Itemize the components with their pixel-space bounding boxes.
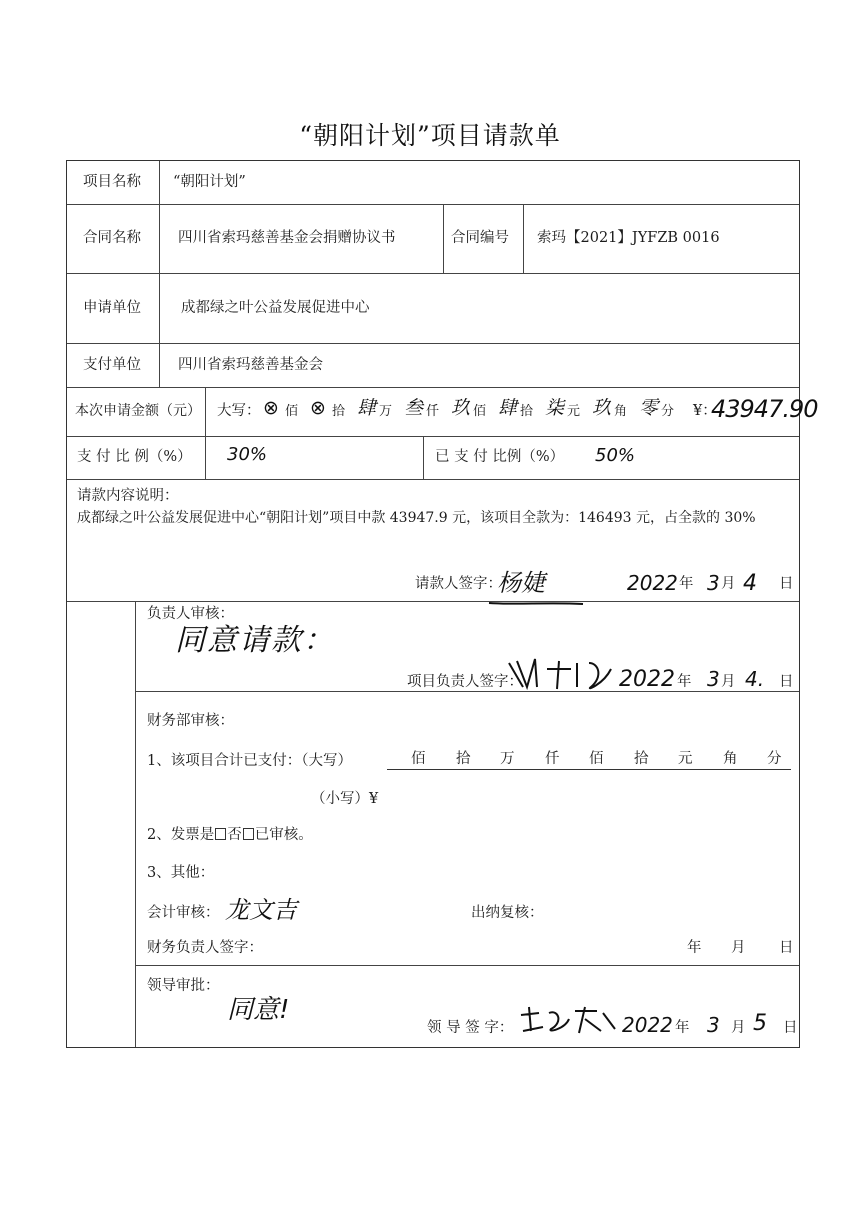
requester-sign-label: 请款人签字：	[415, 576, 502, 592]
finance-unit-4: 佰	[589, 751, 604, 767]
finance-paid-underline	[387, 769, 791, 770]
cashier-label: 出纳复核：	[471, 905, 544, 921]
director-sign-label: 领 导 签 字：	[427, 1020, 514, 1036]
accountant-label: 会计审核：	[147, 905, 220, 921]
invoice-yes-checkbox[interactable]	[215, 828, 226, 840]
finance-month-label: 月	[731, 940, 746, 956]
page-title: “朝阳计划”项目请款单	[299, 121, 561, 150]
amount-unit-5: 拾	[520, 404, 534, 419]
finance-unit-5: 拾	[634, 751, 649, 767]
leader-sign-label: 项目负责人签字：	[407, 674, 523, 690]
amount-digit-0: ⊗	[263, 397, 279, 419]
requester-month: 3	[707, 571, 720, 595]
applicant-label: 申请单位	[83, 300, 141, 316]
amount-digit-6: 柒	[545, 397, 565, 419]
director-year-label: 年	[675, 1020, 690, 1036]
finance-unit-2: 万	[500, 751, 515, 767]
requester-day-label: 日	[779, 576, 794, 592]
applicant-value: 成都绿之叶公益发展促进中心	[181, 300, 370, 316]
director-signature-image	[519, 1005, 619, 1039]
finance-year-label: 年	[687, 940, 702, 956]
amount-unit-1: 拾	[332, 404, 346, 419]
finance-item3-label: 3、其他：	[147, 865, 215, 881]
director-comment: 同意!	[227, 995, 290, 1025]
leader-year-label: 年	[677, 674, 692, 690]
paid-ratio-value-handwritten: 50%	[595, 445, 636, 466]
amount-digit-2: 肆	[357, 397, 377, 419]
contract-name-label: 合同名称	[83, 230, 141, 246]
amount-yen-label: ¥：	[693, 403, 717, 419]
leader-signature-image	[507, 657, 627, 697]
finance-head-sign-label: 财务负责人签字：	[147, 940, 263, 956]
amount-digit-4: 玖	[451, 397, 471, 419]
ratio-label: 支 付 比 例（%）	[77, 449, 192, 465]
finance-unit-7: 角	[723, 751, 738, 767]
accountant-signature: 龙文吉	[225, 896, 297, 924]
amount-unit-6: 元	[567, 404, 581, 419]
request-form	[66, 160, 818, 1048]
leader-year: 2022	[619, 667, 675, 692]
requester-year: 2022	[627, 571, 678, 595]
requester-day: 4	[743, 571, 757, 596]
amount-digit-8: 零	[639, 397, 659, 419]
finance-unit-3: 仟	[545, 751, 560, 767]
payer-label: 支付单位	[83, 357, 141, 373]
leader-month: 3	[707, 667, 720, 691]
finance-item2: 2、发票是 否 已审核。	[147, 827, 313, 843]
director-year: 2022	[622, 1013, 673, 1037]
project-name-value: “朝阳计划”	[173, 174, 246, 190]
description-label: 请款内容说明：	[77, 488, 179, 504]
finance-unit-6: 元	[678, 751, 693, 767]
leader-month-label: 月	[721, 674, 736, 690]
requester-month-label: 月	[721, 576, 736, 592]
finance-small-label: （小写）¥	[311, 791, 379, 807]
leader-review-comment: 同意请款：	[175, 623, 335, 658]
amount-digit-7: 玖	[592, 397, 612, 419]
payer-value: 四川省索玛慈善基金会	[178, 357, 323, 373]
contract-name-value: 四川省索玛慈善基金会捐赠协议书	[178, 230, 396, 246]
director-month: 3	[707, 1013, 720, 1037]
finance-unit-1: 拾	[456, 751, 471, 767]
amount-small-handwritten: 43947.90	[711, 395, 818, 423]
project-name-label: 项目名称	[83, 174, 141, 190]
leader-review-label: 负责人审核：	[147, 606, 234, 622]
paid-ratio-label: 已 支 付 比例（%）	[435, 449, 565, 465]
finance-unit-0: 佰	[411, 751, 426, 767]
amount-digit-3: 叁	[404, 397, 424, 419]
requester-signature: 杨婕	[497, 569, 545, 597]
director-day: 5	[753, 1011, 767, 1036]
requester-year-label: 年	[679, 576, 694, 592]
amount-unit-3: 仟	[426, 404, 440, 419]
amount-digit-1: ⊗	[310, 397, 326, 419]
ratio-value-handwritten: 30%	[227, 444, 268, 465]
invoice-no-checkbox[interactable]	[243, 828, 254, 840]
contract-number-value: 索玛【2021】JYFZB 0016	[537, 230, 720, 246]
amount-digit-5: 肆	[498, 397, 518, 419]
description-text: 成都绿之叶公益发展促进中心“朝阳计划”项目中款 43947.9 元，该项目全款为：146493 元，占全款的 30%	[77, 510, 756, 526]
finance-label: 财务部审核：	[147, 713, 234, 729]
leader-day-label: 日	[779, 674, 794, 690]
finance-day-label: 日	[779, 940, 794, 956]
director-day-label: 日	[783, 1020, 798, 1036]
amount-label: 本次申请金额（元）	[75, 403, 201, 419]
leader-day: 4.	[745, 667, 765, 691]
finance-item1-label: 1、该项目合计已支付：（大写）	[147, 753, 352, 769]
contract-number-label: 合同编号	[451, 230, 509, 246]
amount-unit-7: 角	[614, 404, 628, 419]
amount-unit-4: 佰	[473, 404, 487, 419]
requester-signature-underline	[487, 593, 587, 612]
director-month-label: 月	[731, 1020, 746, 1036]
finance-unit-8: 分	[767, 751, 782, 767]
amount-unit-2: 万	[379, 404, 393, 419]
amount-unit-8: 分	[661, 404, 675, 419]
director-label: 领导审批：	[147, 978, 220, 994]
amount-daxie-label: 大写：	[217, 403, 261, 419]
amount-unit-0: 佰	[285, 404, 299, 419]
